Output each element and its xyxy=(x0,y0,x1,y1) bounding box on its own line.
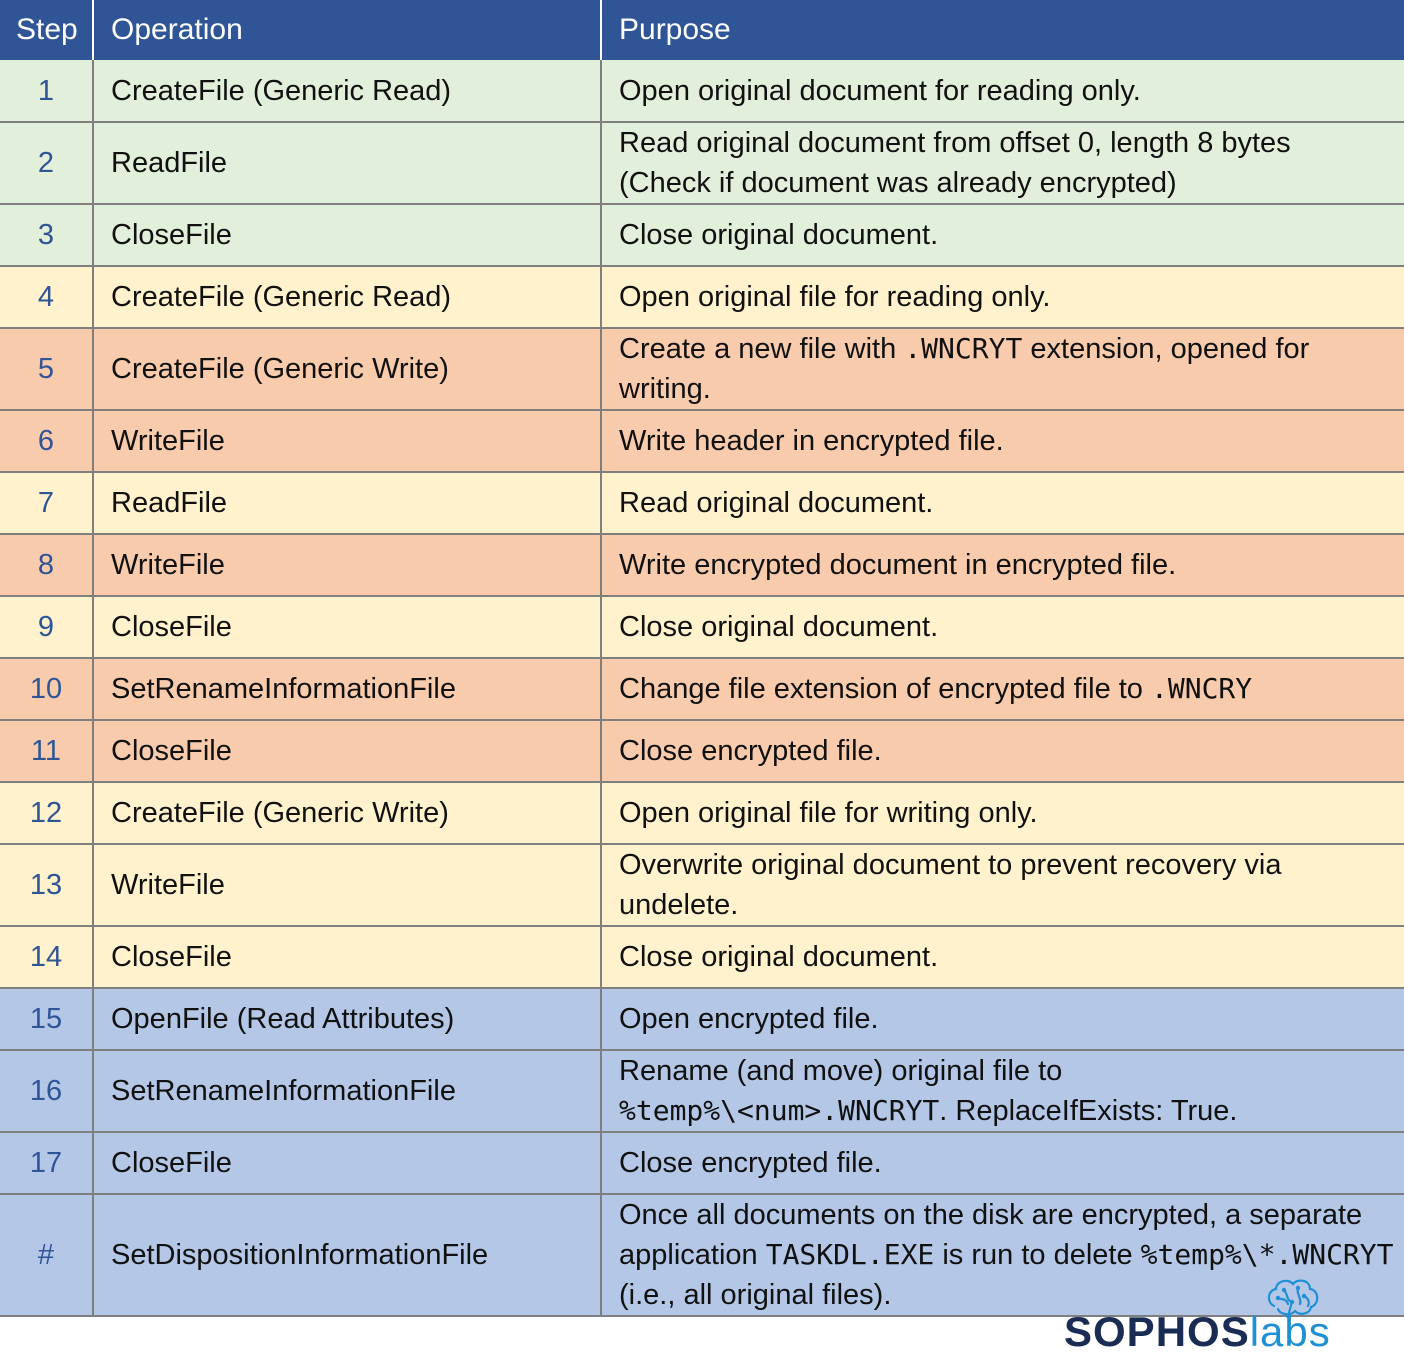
table-row xyxy=(0,204,1404,266)
purpose-cell xyxy=(601,1050,1404,1132)
purpose-cell xyxy=(601,410,1404,472)
step-cell: 4 xyxy=(0,266,93,328)
code-text: %temp%\*.WNCRYT xyxy=(1140,1238,1394,1271)
purpose-text: Read original document from offset 0, length 8 bytes xyxy=(619,127,1291,159)
purpose-text: Rename (and move) original file to xyxy=(619,1055,1063,1087)
purpose-cell xyxy=(601,596,1404,658)
table-row xyxy=(0,266,1404,328)
step-cell: 14 xyxy=(0,926,93,988)
purpose-cell xyxy=(601,844,1404,926)
purpose-text: Change file extension of encrypted file to xyxy=(619,673,1151,705)
header-operation: Operation xyxy=(93,0,601,60)
operation-cell: OpenFile (Read Attributes) xyxy=(93,988,601,1050)
header-step: Step xyxy=(0,0,93,60)
purpose-text: (i.e., all original files). xyxy=(619,1279,892,1311)
operation-cell: ReadFile xyxy=(93,472,601,534)
purpose-text: Once all documents on the disk are encrypted, a separate application xyxy=(619,1199,1363,1271)
step-cell: 9 xyxy=(0,596,93,658)
purpose-cell xyxy=(601,658,1404,720)
purpose-text: Open original document for reading only. xyxy=(619,74,1141,107)
step-cell: 15 xyxy=(0,988,93,1050)
purpose-text: Close original document. xyxy=(619,941,939,973)
operation-cell: CloseFile xyxy=(93,720,601,782)
step-cell: 16 xyxy=(0,1050,93,1132)
step-cell: 1 xyxy=(0,60,93,122)
purpose-cell xyxy=(601,60,1404,122)
operation-cell: CreateFile (Generic Write) xyxy=(93,782,601,844)
purpose-cell xyxy=(601,266,1404,328)
table-row xyxy=(0,410,1404,472)
operation-cell: CloseFile xyxy=(93,596,601,658)
purpose-cell xyxy=(601,122,1404,204)
purpose-text: Close original document. xyxy=(619,611,939,643)
table-row xyxy=(0,782,1404,844)
step-cell: 10 xyxy=(0,658,93,720)
logo-suffix: labs xyxy=(1249,1308,1331,1355)
step-cell: 8 xyxy=(0,534,93,596)
operation-cell: CreateFile (Generic Read) xyxy=(93,60,601,122)
operation-cell: WriteFile xyxy=(93,410,601,472)
step-cell: 3 xyxy=(0,204,93,266)
operation-cell: SetRenameInformationFile xyxy=(93,1050,601,1132)
table-row xyxy=(0,1050,1404,1132)
operation-cell: ReadFile xyxy=(93,122,601,204)
table-row xyxy=(0,926,1404,988)
purpose-text: Open original file for reading only. xyxy=(619,281,1051,313)
sophoslabs-logo xyxy=(1064,1276,1364,1358)
header-purpose: Purpose xyxy=(601,0,1404,60)
operation-cell: CloseFile xyxy=(93,204,601,266)
purpose-text: is run to delete xyxy=(934,1239,1141,1271)
operation-cell: CreateFile (Generic Read) xyxy=(93,266,601,328)
table-row xyxy=(0,1132,1404,1194)
purpose-cell xyxy=(601,1132,1404,1194)
table-row xyxy=(0,988,1404,1050)
purpose-cell xyxy=(601,472,1404,534)
step-cell: # xyxy=(0,1194,93,1316)
purpose-cell xyxy=(601,204,1404,266)
table-row xyxy=(0,596,1404,658)
table-row xyxy=(0,472,1404,534)
step-cell: 7 xyxy=(0,472,93,534)
purpose-text: Open original file for writing only. xyxy=(619,797,1038,829)
purpose-cell xyxy=(601,720,1404,782)
purpose-text: extension, opened for writing. xyxy=(619,333,1310,405)
purpose-cell xyxy=(601,782,1404,844)
table-row xyxy=(0,844,1404,926)
operation-cell: SetDispositionInformationFile xyxy=(93,1194,601,1316)
table-row xyxy=(0,122,1404,204)
purpose-cell xyxy=(601,988,1404,1050)
step-cell: 12 xyxy=(0,782,93,844)
purpose-text: . ReplaceIfExists: True. xyxy=(939,1095,1238,1127)
step-cell: 6 xyxy=(0,410,93,472)
operation-cell: CloseFile xyxy=(93,926,601,988)
code-text: %temp%\<num>.WNCRYT xyxy=(619,1094,940,1127)
step-cell: 11 xyxy=(0,720,93,782)
operation-cell: WriteFile xyxy=(93,844,601,926)
code-text: .WNCRY xyxy=(1151,672,1253,705)
operation-cell: WriteFile xyxy=(93,534,601,596)
table-body xyxy=(0,60,1404,1316)
table-row xyxy=(0,720,1404,782)
purpose-text: Close encrypted file. xyxy=(619,735,882,767)
logo-brand: SOPHOS xyxy=(1064,1308,1250,1355)
purpose-text: Close encrypted file. xyxy=(619,1147,882,1179)
purpose-text: Create a new file with xyxy=(619,333,905,365)
code-text: .WNCRYT xyxy=(904,332,1023,365)
operation-cell: SetRenameInformationFile xyxy=(93,658,601,720)
operation-cell: CloseFile xyxy=(93,1132,601,1194)
step-cell: 17 xyxy=(0,1132,93,1194)
table-header-row xyxy=(0,0,1404,60)
purpose-cell xyxy=(601,328,1404,410)
operation-cell: CreateFile (Generic Write) xyxy=(93,328,601,410)
purpose-text: Write header in encrypted file. xyxy=(619,425,1004,457)
table-row xyxy=(0,658,1404,720)
code-text: TASKDL.EXE xyxy=(765,1238,935,1271)
purpose-text: Overwrite original document to prevent recovery via undelete. xyxy=(619,849,1282,921)
purpose-text: Close original document. xyxy=(619,219,939,251)
step-cell: 2 xyxy=(0,122,93,204)
purpose-text: Read original document. xyxy=(619,487,934,519)
step-cell: 5 xyxy=(0,328,93,410)
table-row xyxy=(0,534,1404,596)
purpose-text: Open encrypted file. xyxy=(619,1003,879,1035)
step-cell: 13 xyxy=(0,844,93,926)
table-row xyxy=(0,60,1404,122)
purpose-text: (Check if document was already encrypted) xyxy=(619,167,1177,199)
purpose-cell xyxy=(601,534,1404,596)
purpose-cell xyxy=(601,926,1404,988)
purpose-text: Write encrypted document in encrypted file. xyxy=(619,549,1177,581)
table-row xyxy=(0,328,1404,410)
